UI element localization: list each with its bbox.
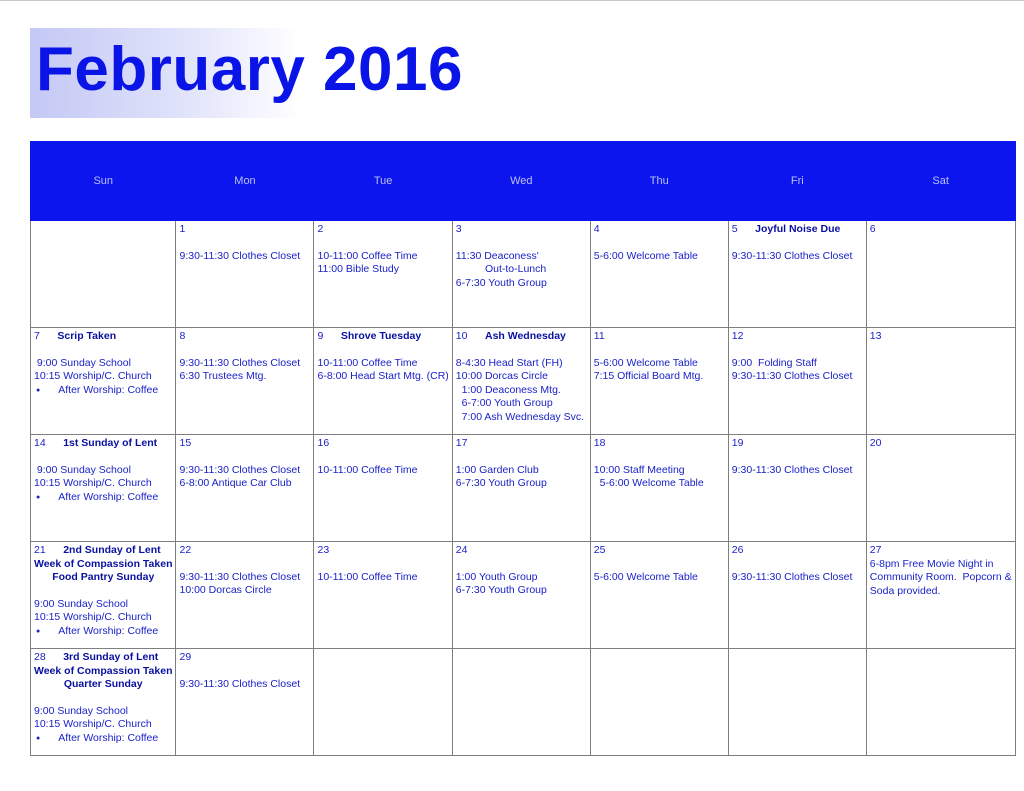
event-entry: 10-11:00 Coffee Time xyxy=(317,249,418,262)
day-title: 3rd Sunday of Lent xyxy=(63,651,159,663)
event-entry: 9:30-11:30 Clothes Closet xyxy=(179,356,301,369)
day-subtitle: Week of Compassion Taken xyxy=(34,664,173,677)
event-entry: 1:00 Deaconess Mtg. xyxy=(455,383,561,396)
event-entry: 9:00 Sunday School xyxy=(34,597,128,610)
day-cell[interactable] xyxy=(176,435,314,542)
day-cell[interactable] xyxy=(176,542,314,649)
day-header xyxy=(179,223,310,237)
day-number: 9 xyxy=(317,330,324,342)
day-header xyxy=(317,437,448,451)
weekday-header-fri: Fri xyxy=(728,142,866,221)
event-entry: 9:30-11:30 Clothes Closet xyxy=(179,249,301,262)
event-entry: 9:30-11:30 Clothes Closet xyxy=(731,370,853,382)
event-entry: 6:30 Trustees Mtg. xyxy=(179,370,267,382)
day-cell[interactable] xyxy=(31,649,176,756)
day-cell[interactable] xyxy=(31,542,176,649)
day-cell[interactable] xyxy=(31,328,176,435)
day-title: Scrip Taken xyxy=(57,330,117,342)
event-entry: 10:15 Worship/C. Church xyxy=(34,370,152,382)
day-cell[interactable] xyxy=(590,435,728,542)
weekday-header-sun: Sun xyxy=(31,142,176,221)
day-title: 2nd Sunday of Lent xyxy=(63,544,161,556)
event-entry: 10-11:00 Coffee Time xyxy=(317,356,418,369)
day-number: 29 xyxy=(179,651,192,663)
day-subtitle: Quarter Sunday xyxy=(63,678,143,690)
day-number: 20 xyxy=(869,437,882,449)
day-header xyxy=(870,330,1012,344)
day-cell[interactable] xyxy=(866,649,1015,756)
day-header xyxy=(594,437,725,451)
day-number: 27 xyxy=(869,544,882,556)
day-header xyxy=(870,437,1012,451)
event-entry: 9:30-11:30 Clothes Closet xyxy=(731,463,853,476)
day-number: 6 xyxy=(869,223,876,235)
day-header xyxy=(179,330,310,344)
day-cell[interactable] xyxy=(728,542,866,649)
day-header xyxy=(732,437,863,451)
event-entry: 6-7:30 Youth Group xyxy=(455,584,547,596)
event-entry: 6-8:00 Head Start Mtg. (CR) xyxy=(317,370,449,382)
day-number: 4 xyxy=(593,223,600,235)
day-header xyxy=(179,544,310,558)
day-number: 28 xyxy=(34,651,46,663)
day-header xyxy=(456,437,587,451)
day-number: 16 xyxy=(317,437,330,449)
week-row xyxy=(31,221,1016,328)
day-header xyxy=(732,544,863,558)
day-header xyxy=(594,544,725,558)
event-entry: 6-7:30 Youth Group xyxy=(455,477,547,489)
day-cell[interactable] xyxy=(452,435,590,542)
day-cell[interactable] xyxy=(314,221,452,328)
day-header xyxy=(34,651,172,665)
weekday-header-row xyxy=(31,142,1016,221)
day-header xyxy=(870,544,1012,558)
event-entry: 11:30 Deaconess' xyxy=(455,249,539,262)
weekday-header-mon: Mon xyxy=(176,142,314,221)
bullet-event-entry: ● After Worship: Coffee xyxy=(34,491,172,505)
event-entry: 9:30-11:30 Clothes Closet xyxy=(179,463,301,476)
day-cell[interactable] xyxy=(728,328,866,435)
day-cell[interactable] xyxy=(314,542,452,649)
day-header xyxy=(179,437,310,451)
week-row xyxy=(31,328,1016,435)
calendar-body xyxy=(31,221,1016,756)
day-number: 26 xyxy=(731,544,744,556)
day-number: 22 xyxy=(179,544,192,556)
day-number: 15 xyxy=(179,437,192,449)
event-entry: 7:15 Official Board Mtg. xyxy=(593,370,704,382)
bullet-event-entry: ● After Worship: Coffee xyxy=(34,384,172,398)
day-cell[interactable] xyxy=(452,649,590,756)
event-entry: 9:30-11:30 Clothes Closet xyxy=(731,570,853,583)
day-header xyxy=(317,544,448,558)
day-cell[interactable] xyxy=(728,435,866,542)
day-number: 19 xyxy=(731,437,744,449)
event-entry: 9:30-11:30 Clothes Closet xyxy=(179,570,301,583)
day-number: 1 xyxy=(179,223,186,235)
day-cell[interactable] xyxy=(452,328,590,435)
event-entry: 1:00 Youth Group xyxy=(455,570,538,583)
day-number: 12 xyxy=(731,330,744,342)
day-cell[interactable] xyxy=(31,435,176,542)
weekday-header-thu: Thu xyxy=(590,142,728,221)
day-number: 14 xyxy=(34,437,46,449)
calendar-grid xyxy=(30,141,1016,756)
day-header xyxy=(594,330,725,344)
event-entry: 10-11:00 Coffee Time xyxy=(317,463,418,476)
day-cell[interactable] xyxy=(314,328,452,435)
day-cell[interactable] xyxy=(590,649,728,756)
event-entry: 6-8:00 Antique Car Club xyxy=(179,477,292,489)
event-entry: 9:30-11:30 Clothes Closet xyxy=(731,249,853,262)
day-number: 3 xyxy=(455,223,462,235)
day-cell[interactable] xyxy=(866,221,1015,328)
day-cell[interactable] xyxy=(866,328,1015,435)
day-cell[interactable] xyxy=(176,221,314,328)
day-number: 23 xyxy=(317,544,330,556)
event-entry: 10:15 Worship/C. Church xyxy=(34,718,152,730)
event-entry: 6-7:00 Youth Group xyxy=(455,397,553,409)
day-cell[interactable] xyxy=(31,221,176,328)
day-cell[interactable] xyxy=(590,221,728,328)
day-header xyxy=(456,544,587,558)
event-entry: 9:00 Sunday School xyxy=(34,463,131,476)
event-entry: 7:00 Ash Wednesday Svc. xyxy=(455,410,584,423)
day-cell[interactable] xyxy=(314,649,452,756)
event-entry: 5-6:00 Welcome Table xyxy=(593,477,704,489)
day-title: 1st Sunday of Lent xyxy=(63,437,158,449)
day-cell[interactable] xyxy=(452,542,590,649)
day-cell[interactable] xyxy=(866,435,1015,542)
day-number: 21 xyxy=(34,544,46,556)
day-header xyxy=(317,223,448,237)
event-entry: Soda provided. xyxy=(869,584,941,597)
event-entry: 9:00 Sunday School xyxy=(34,356,131,369)
event-entry: 10-11:00 Coffee Time xyxy=(317,570,418,583)
event-entry: Out-to-Lunch xyxy=(455,263,547,275)
day-number: 13 xyxy=(869,330,882,342)
day-cell[interactable] xyxy=(452,221,590,328)
day-number: 2 xyxy=(317,223,324,235)
day-cell[interactable] xyxy=(314,435,452,542)
day-number: 25 xyxy=(593,544,606,556)
day-cell[interactable] xyxy=(176,328,314,435)
day-header xyxy=(34,544,172,558)
event-entry: 10:15 Worship/C. Church xyxy=(34,611,152,623)
day-header xyxy=(34,437,172,451)
day-title: Joyful Noise Due xyxy=(755,223,841,235)
event-entry: Community Room. Popcorn & xyxy=(869,571,1012,583)
day-cell[interactable] xyxy=(590,328,728,435)
day-header xyxy=(317,330,448,344)
calendar-title: February 2016 xyxy=(36,35,463,104)
day-header xyxy=(34,330,172,344)
top-border-line xyxy=(0,0,1024,1)
event-entry: 8-4:30 Head Start (FH) xyxy=(455,356,563,369)
day-header xyxy=(456,330,587,344)
day-title: Ash Wednesday xyxy=(484,330,566,342)
day-cell[interactable] xyxy=(590,542,728,649)
event-entry: 11:00 Bible Study xyxy=(317,263,400,275)
day-number: 7 xyxy=(34,330,40,342)
event-entry: 5-6:00 Welcome Table xyxy=(593,356,698,369)
event-entry: 9:30-11:30 Clothes Closet xyxy=(179,677,301,690)
day-header xyxy=(179,651,310,665)
event-entry: 10:00 Dorcas Circle xyxy=(179,584,272,596)
day-number: 8 xyxy=(179,330,186,342)
week-row xyxy=(31,435,1016,542)
event-entry: 6-8pm Free Movie Night in xyxy=(869,557,994,570)
day-header xyxy=(594,223,725,237)
event-entry: 5-6:00 Welcome Table xyxy=(593,249,698,262)
day-header xyxy=(456,223,587,237)
event-entry: 5-6:00 Welcome Table xyxy=(593,570,698,583)
day-subtitle: Week of Compassion Taken xyxy=(34,557,173,570)
day-number: 17 xyxy=(455,437,468,449)
day-number: 10 xyxy=(455,330,468,342)
day-cell[interactable] xyxy=(728,221,866,328)
day-cell[interactable] xyxy=(176,649,314,756)
week-row xyxy=(31,542,1016,649)
day-number: 18 xyxy=(593,437,606,449)
day-cell[interactable] xyxy=(728,649,866,756)
day-number: 24 xyxy=(455,544,468,556)
event-entry: 9:00 Folding Staff xyxy=(731,356,817,369)
weekday-header-wed: Wed xyxy=(452,142,590,221)
day-number: 5 xyxy=(731,223,738,235)
event-entry: 1:00 Garden Club xyxy=(455,463,539,476)
event-entry: 10:15 Worship/C. Church xyxy=(34,477,152,489)
day-subtitle: Food Pantry Sunday xyxy=(52,571,155,583)
week-row xyxy=(31,649,1016,756)
day-header xyxy=(732,223,863,237)
day-cell[interactable] xyxy=(866,542,1015,649)
day-title: Shrove Tuesday xyxy=(340,330,422,342)
bullet-event-entry: ● After Worship: Coffee xyxy=(34,625,172,639)
event-entry: 9:00 Sunday School xyxy=(34,704,128,717)
bullet-event-entry: ● After Worship: Coffee xyxy=(34,732,172,746)
day-number: 11 xyxy=(593,330,605,342)
day-header xyxy=(732,330,863,344)
event-entry: 10:00 Dorcas Circle xyxy=(455,370,548,382)
day-header xyxy=(870,223,1012,237)
weekday-header-tue: Tue xyxy=(314,142,452,221)
weekday-header-sat: Sat xyxy=(866,142,1015,221)
event-entry: 6-7:30 Youth Group xyxy=(455,276,547,289)
event-entry: 10:00 Staff Meeting xyxy=(593,463,685,476)
